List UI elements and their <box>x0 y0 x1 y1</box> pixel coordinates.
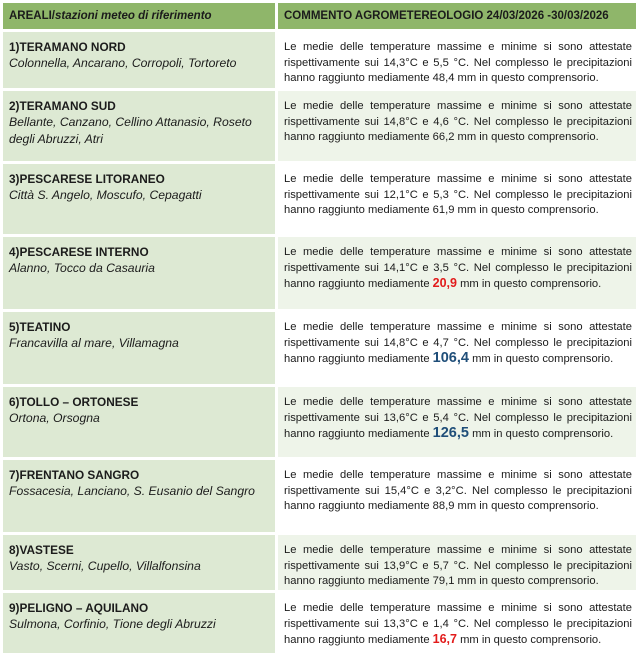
comment-line-3-pre: hanno raggiunto mediamente <box>284 353 430 365</box>
area-cell <box>3 387 275 457</box>
table-row <box>3 32 636 88</box>
comment-line-2: rispettivamente sui 15,4°C e 3,2°C. Nel complesso le precipitazioni <box>284 484 632 497</box>
comment-line-3-pre: hanno raggiunto mediamente <box>284 72 430 84</box>
table-row <box>3 535 636 590</box>
comment-cell <box>278 593 636 653</box>
comment-line-3-post: mm in questo comprensorio. <box>472 353 614 365</box>
header-comment-label: COMMENTO AGROMETEREOLOGIO 24/03/2026 -30/03/2026 <box>284 10 609 22</box>
comment-text <box>284 245 632 293</box>
comment-line-2: rispettivamente sui 14,8°C e 4,7 °C. Nel complesso le precipitazioni <box>284 336 632 349</box>
comment-text <box>284 543 632 590</box>
comment-line-1: Le medie delle temperature massime e minime si sono attestate <box>284 41 632 53</box>
comment-line-2: rispettivamente sui 14,1°C e 3,5 °C. Nel complesso le precipitazioni <box>284 261 632 274</box>
comment-line-3-post: mm in questo comprensorio. <box>460 278 602 290</box>
area-stations: Colonnella, Ancarano, Corropoli, Tortoreto <box>9 56 237 70</box>
comment-text <box>284 99 632 146</box>
comment-line-1: Le medie delle temperature massime e minime si sono attestate <box>284 396 632 408</box>
comment-text <box>284 601 632 649</box>
area-stations: Bellante, Canzano, Cellino Attanasio, Roseto degli Abruzzi, Atri <box>9 115 252 146</box>
area-stations: Sulmona, Corfinio, Tione degli Abruzzi <box>9 617 216 631</box>
table-row <box>3 237 636 309</box>
area-name: 2)TERAMANO SUD <box>9 99 116 113</box>
comment-line-3-pre: hanno raggiunto mediamente <box>284 278 430 290</box>
comment-cell <box>278 460 636 532</box>
comment-line-3-pre: hanno raggiunto mediamente <box>284 131 430 143</box>
comment-line-1: Le medie delle temperature massime e minime si sono attestate <box>284 469 632 481</box>
comment-text <box>284 320 632 368</box>
precipitation-value: 16,7 <box>432 632 457 646</box>
comment-line-1: Le medie delle temperature massime e minime si sono attestate <box>284 544 632 556</box>
comment-line-3-pre: hanno raggiunto mediamente <box>284 634 430 646</box>
comment-line-1: Le medie delle temperature massime e minime si sono attestate <box>284 246 632 258</box>
comment-line-3-pre: hanno raggiunto mediamente <box>284 204 430 216</box>
area-stations: Fossacesia, Lanciano, S. Eusanio del Sangro <box>9 484 255 498</box>
comment-line-3-post: mm in questo comprensorio. <box>472 428 614 440</box>
comment-line-3-post: mm in questo comprensorio. <box>457 72 599 84</box>
comment-cell <box>278 164 636 234</box>
precipitation-value: 66,2 <box>432 131 455 143</box>
table-row <box>3 312 636 384</box>
precipitation-value: 20,9 <box>432 276 457 290</box>
comment-text <box>284 172 632 219</box>
area-stations: Vasto, Scerni, Cupello, Villalfonsina <box>9 559 201 573</box>
precipitation-value: 79,1 <box>432 575 455 587</box>
comment-line-3-post: mm in questo comprensorio. <box>457 204 599 216</box>
comment-line-2: rispettivamente sui 13,9°C e 5,7 °C. Nel complesso le precipitazioni <box>284 559 632 572</box>
table-row <box>3 164 636 234</box>
precipitation-value: 61,9 <box>432 204 455 216</box>
area-name: 4)PESCARESE INTERNO <box>9 245 149 259</box>
area-name: 5)TEATINO <box>9 320 71 334</box>
comment-line-3-pre: hanno raggiunto mediamente <box>284 575 430 587</box>
area-cell <box>3 312 275 384</box>
comment-line-3-post: mm in questo comprensorio. <box>457 500 599 512</box>
comment-line-2: rispettivamente sui 14,8°C e 4,6 °C. Nel complesso le precipitazioni <box>284 115 632 128</box>
comment-cell <box>278 237 636 309</box>
comment-line-1: Le medie delle temperature massime e minime si sono attestate <box>284 173 632 185</box>
header-areas-cell <box>3 3 275 29</box>
comment-cell <box>278 535 636 590</box>
area-name: 6)TOLLO – ORTONESE <box>9 395 139 409</box>
comment-line-2: rispettivamente sui 14,3°C e 5,5 °C. Nel complesso le precipitazioni <box>284 56 632 69</box>
area-stations: Città S. Angelo, Moscufo, Cepagatti <box>9 188 202 202</box>
header-areas-label: AREALI/ <box>9 10 55 22</box>
area-name: 3)PESCARESE LITORANEO <box>9 172 165 186</box>
comment-line-1: Le medie delle temperature massime e minime si sono attestate <box>284 321 632 333</box>
area-cell <box>3 593 275 653</box>
comment-text <box>284 40 632 87</box>
precipitation-value: 88,9 <box>432 500 455 512</box>
area-stations: Francavilla al mare, Villamagna <box>9 336 179 350</box>
area-cell <box>3 237 275 309</box>
comment-line-3-pre: hanno raggiunto mediamente <box>284 500 430 512</box>
area-stations: Alanno, Tocco da Casauria <box>9 261 155 275</box>
area-name: 7)FRENTANO SANGRO <box>9 468 140 482</box>
precipitation-value: 106,4 <box>432 350 469 366</box>
comment-cell <box>278 312 636 384</box>
area-cell <box>3 535 275 590</box>
comment-line-3-post: mm in questo comprensorio. <box>457 575 599 587</box>
comment-line-2: rispettivamente sui 13,6°C e 5,4 °C. Nel complesso le precipitazioni <box>284 411 632 424</box>
comment-text <box>284 395 632 443</box>
table-row <box>3 91 636 161</box>
area-stations: Ortona, Orsogna <box>9 411 100 425</box>
area-cell <box>3 32 275 88</box>
area-name: 9)PELIGNO – AQUILANO <box>9 601 149 615</box>
comment-line-3-post: mm in questo comprensorio. <box>460 634 602 646</box>
table-row <box>3 387 636 457</box>
precipitation-value: 48,4 <box>432 72 455 84</box>
area-name: 8)VASTESE <box>9 543 74 557</box>
area-cell <box>3 91 275 161</box>
comment-line-3-post: mm in questo comprensorio. <box>457 131 599 143</box>
table-row <box>3 593 636 653</box>
comment-line-3-pre: hanno raggiunto mediamente <box>284 428 430 440</box>
comment-line-2: rispettivamente sui 12,1°C e 5,3 °C. Nel complesso le precipitazioni <box>284 188 632 201</box>
area-name: 1)TERAMANO NORD <box>9 40 126 54</box>
comment-line-1: Le medie delle temperature massime e minime si sono attestate <box>284 602 632 614</box>
area-cell <box>3 460 275 532</box>
header-stations-label: stazioni meteo di riferimento <box>55 10 212 22</box>
table-row <box>3 460 636 532</box>
comment-text <box>284 468 632 515</box>
comment-line-1: Le medie delle temperature massime e minime si sono attestate <box>284 100 632 112</box>
table-header-row <box>3 3 636 29</box>
comment-cell <box>278 32 636 88</box>
area-cell <box>3 164 275 234</box>
comment-line-2: rispettivamente sui 13,3°C e 1,4 °C. Nel complesso le precipitazioni <box>284 617 632 630</box>
precipitation-value: 126,5 <box>432 425 469 441</box>
comment-cell <box>278 91 636 161</box>
comment-cell <box>278 387 636 457</box>
header-comment-cell <box>278 3 636 29</box>
